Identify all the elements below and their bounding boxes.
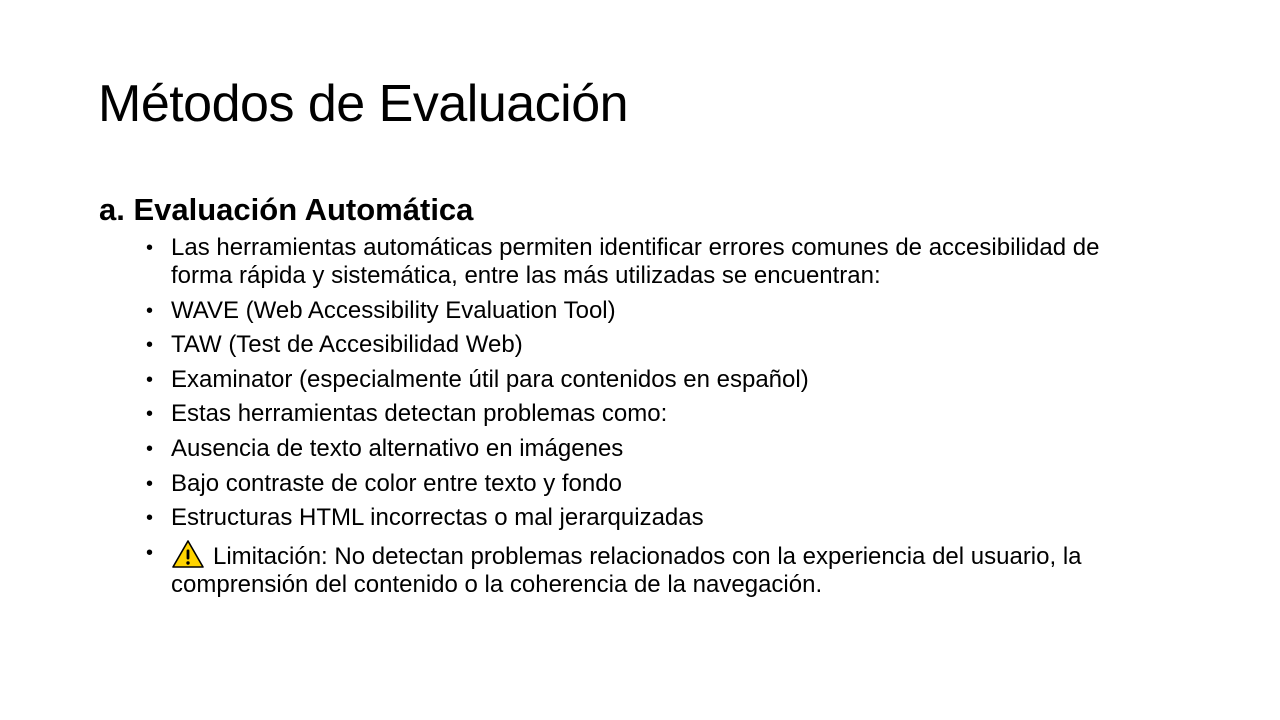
bullet-text: Examinator (especialmente útil para contenidos en español) bbox=[171, 365, 809, 393]
bullet-text: Estas herramientas detectan problemas como: bbox=[171, 400, 668, 428]
bullet-item-contrast bbox=[146, 470, 1146, 498]
bullet-text: Las herramientas automáticas permiten identificar errores comunes de accesibilidad de forma rápida y sistemática, entre las más utilizadas se encuentran: bbox=[171, 234, 1100, 289]
bullet-marker: • bbox=[146, 507, 154, 530]
bullet-item-intro bbox=[146, 234, 1146, 290]
bullet-marker: • bbox=[146, 472, 154, 495]
bullet-text: Limitación: No detectan problemas relacionados con la experiencia del usuario, la comprensión del contenido o la coherencia de la navegación. bbox=[171, 542, 1082, 598]
bullet-marker: • bbox=[146, 541, 154, 564]
slide-title: Métodos de Evaluación bbox=[98, 75, 629, 133]
bullet-item-detect-intro bbox=[146, 400, 1146, 428]
bullet-text: Ausencia de texto alternativo en imágenes bbox=[171, 434, 624, 462]
bullet-marker: • bbox=[146, 403, 154, 426]
bullet-marker: • bbox=[146, 368, 154, 391]
bullet-text: WAVE (Web Accessibility Evaluation Tool) bbox=[171, 296, 616, 324]
bullet-list bbox=[146, 234, 1146, 605]
bullet-item-limitation bbox=[146, 539, 1146, 599]
bullet-item-html-structure bbox=[146, 504, 1146, 532]
bullet-marker: • bbox=[146, 437, 154, 460]
bullet-marker: • bbox=[146, 299, 154, 322]
section-heading: a. Evaluación Automática bbox=[99, 192, 474, 227]
bullet-text: Estructuras HTML incorrectas o mal jerarquizadas bbox=[171, 504, 704, 532]
bullet-marker: • bbox=[146, 334, 154, 357]
bullet-item-taw bbox=[146, 331, 1146, 359]
bullet-item-wave bbox=[146, 297, 1146, 325]
warning-icon bbox=[171, 539, 205, 569]
bullet-item-examinator bbox=[146, 366, 1146, 394]
bullet-item-alt-text bbox=[146, 435, 1146, 463]
bullet-text: TAW (Test de Accesibilidad Web) bbox=[171, 331, 523, 359]
bullet-text: Bajo contraste de color entre texto y fondo bbox=[171, 469, 622, 497]
bullet-marker: • bbox=[146, 237, 154, 259]
